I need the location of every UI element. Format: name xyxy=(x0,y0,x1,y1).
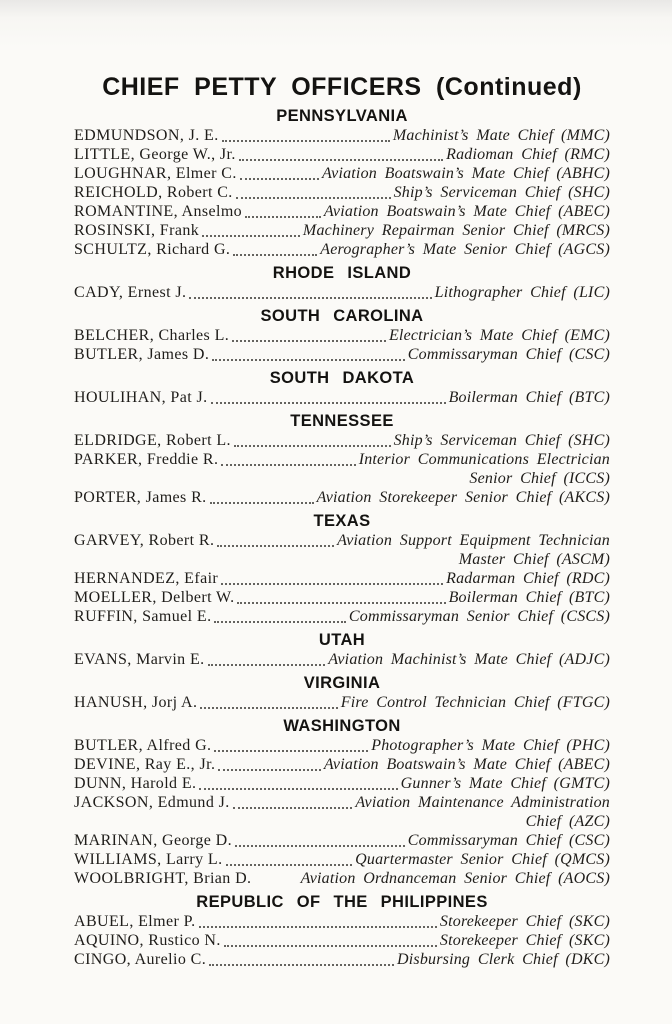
officer-rate: Storekeeper Chief (SKC) xyxy=(439,913,610,930)
entry-row xyxy=(74,202,610,221)
officer-name: LOUGHNAR, Elmer C. xyxy=(74,165,237,182)
officer-rate: Radarman Chief (RDC) xyxy=(446,570,610,587)
entry-row xyxy=(74,650,610,669)
officer-rate: Storekeeper Chief (SKC) xyxy=(439,932,610,949)
entry-row xyxy=(74,431,610,450)
entry-row xyxy=(74,164,610,183)
dot-leader xyxy=(199,926,437,928)
dot-leader xyxy=(210,502,314,504)
entry-row xyxy=(74,326,610,345)
officer-name: ROMANTINE, Anselmo xyxy=(74,203,243,220)
officer-rate: Gunner’s Mate Chief (GMTC) xyxy=(400,775,610,792)
officer-name: AQUINO, Rustico N. xyxy=(74,932,221,949)
entry-row-continuation xyxy=(74,469,610,488)
officer-rate: Aviation Boatswain’s Mate Chief (ABHC) xyxy=(322,165,610,182)
officer-rate: Fire Control Technician Chief (FTGC) xyxy=(340,694,610,711)
entry-row xyxy=(74,283,610,302)
state-header: TENNESSEE xyxy=(290,412,394,430)
officer-rate: Radioman Chief (RMC) xyxy=(446,146,610,163)
officer-rate: Aviation Ordnanceman Senior Chief (AOCS) xyxy=(300,870,610,887)
dot-leader xyxy=(208,664,326,666)
officer-name: PORTER, James R. xyxy=(74,489,207,506)
state-header: TEXAS xyxy=(313,512,371,530)
officer-rate-continued: Senior Chief (ICCS) xyxy=(469,470,610,487)
dot-leader xyxy=(240,178,319,180)
dot-leader xyxy=(200,707,337,709)
dot-leader xyxy=(214,621,345,623)
officer-name: CINGO, Aurelio C. xyxy=(74,951,207,968)
officer-name: WILLIAMS, Larry L. xyxy=(74,851,223,868)
officer-rate: Aerographer’s Mate Senior Chief (AGCS) xyxy=(320,241,610,258)
officer-rate: Photographer’s Mate Chief (PHC) xyxy=(371,737,610,754)
officer-rate: Aviation Storekeeper Senior Chief (AKCS) xyxy=(316,489,610,506)
officer-name: DEVINE, Ray E., Jr. xyxy=(74,756,216,773)
dot-leader xyxy=(199,788,397,790)
officer-name: SCHULTZ, Richard G. xyxy=(74,241,231,258)
dot-leader xyxy=(189,297,431,299)
state-header: WASHINGTON xyxy=(283,717,401,735)
officer-rate: Commissaryman Senior Chief (CSCS) xyxy=(348,608,610,625)
officer-rate: Ship’s Serviceman Chief (SHC) xyxy=(393,432,610,449)
dot-leader xyxy=(209,964,394,966)
officer-rate: Interior Communications Electrician xyxy=(358,451,610,468)
dot-leader xyxy=(221,583,443,585)
officer-name: ABUEL, Elmer P. xyxy=(74,913,196,930)
officer-rate: Commissaryman Chief (CSC) xyxy=(407,346,610,363)
page-title: CHIEF PETTY OFFICERS (Continued) xyxy=(102,73,582,101)
officer-name: RUFFIN, Samuel E. xyxy=(74,608,212,625)
state-header: VIRGINIA xyxy=(303,674,381,692)
officer-name: CADY, Ernest J. xyxy=(74,284,187,301)
officer-rate: Machinery Repairman Senior Chief (MRCS) xyxy=(302,222,610,239)
entry-row xyxy=(74,736,610,755)
entry-row xyxy=(74,755,610,774)
entry-row xyxy=(74,774,610,793)
dot-leader xyxy=(211,402,446,404)
officer-name: BUTLER, James D. xyxy=(74,346,210,363)
entry-row xyxy=(74,345,610,364)
state-header: REPUBLIC OF THE PHILIPPINES xyxy=(196,893,488,911)
entry-row xyxy=(74,221,610,240)
entry-row xyxy=(74,607,610,626)
officer-rate: Disbursing Clerk Chief (DKC) xyxy=(397,951,610,968)
officer-name: ELDRIDGE, Robert L. xyxy=(74,432,231,449)
officer-rate: Machinist’s Mate Chief (MMC) xyxy=(392,127,610,144)
officer-name: GARVEY, Robert R. xyxy=(74,532,215,549)
dot-leader xyxy=(218,769,320,771)
officer-name: HOULIHAN, Pat J. xyxy=(74,389,208,406)
dot-leader xyxy=(222,140,390,142)
officer-rate: Aviation Boatswain’s Mate Chief (ABEC) xyxy=(323,203,610,220)
entry-row xyxy=(74,569,610,588)
entry-row xyxy=(74,145,610,164)
officer-name: HERNANDEZ, Efair xyxy=(74,570,219,587)
officer-name: EDMUNDSON, J. E. xyxy=(74,127,219,144)
officer-name: JACKSON, Edmund J. xyxy=(74,794,230,811)
state-header: SOUTH CAROLINA xyxy=(260,307,424,325)
officer-name: ROSINSKI, Frank xyxy=(74,222,200,239)
dot-leader xyxy=(233,254,317,256)
dot-leader xyxy=(236,197,391,199)
dot-leader xyxy=(226,864,353,866)
dot-leader xyxy=(202,235,300,237)
entry-row xyxy=(74,850,610,869)
officer-rate: Commissaryman Chief (CSC) xyxy=(407,832,610,849)
dot-leader xyxy=(217,545,334,547)
entry-row xyxy=(74,931,610,950)
officer-rate: Boilerman Chief (BTC) xyxy=(448,389,610,406)
entry-row xyxy=(74,240,610,259)
officer-rate-continued: Chief (AZC) xyxy=(525,813,610,830)
officer-rate-continued: Master Chief (ASCM) xyxy=(458,551,610,568)
entry-row xyxy=(74,693,610,712)
entry-row xyxy=(74,183,610,202)
dot-leader xyxy=(234,445,391,447)
officer-name: MARINAN, George D. xyxy=(74,832,232,849)
officer-name: LITTLE, George W., Jr. xyxy=(74,146,236,163)
entry-row xyxy=(74,450,610,469)
entry-row xyxy=(74,388,610,407)
officer-rate: Ship’s Serviceman Chief (SHC) xyxy=(393,184,610,201)
entry-row xyxy=(74,488,610,507)
dot-leader xyxy=(239,159,443,161)
dot-leader xyxy=(237,602,445,604)
officer-rate: Aviation Maintenance Administration xyxy=(355,794,610,811)
officer-rate: Electrician’s Mate Chief (EMC) xyxy=(388,327,610,344)
officer-name: WOOLBRIGHT, Brian D. xyxy=(74,870,252,887)
entry-row-continuation xyxy=(74,812,610,831)
dot-leader xyxy=(232,340,386,342)
dot-leader xyxy=(212,359,404,361)
dot-leader xyxy=(233,807,353,809)
dot-leader xyxy=(221,464,355,466)
entry-row xyxy=(74,869,610,888)
officer-name: MOELLER, Delbert W. xyxy=(74,589,235,606)
officer-name: HANUSH, Jorj A. xyxy=(74,694,198,711)
officer-rate: Aviation Machinist’s Mate Chief (ADJC) xyxy=(328,651,610,668)
entry-row xyxy=(74,793,610,812)
officer-rate: Lithographer Chief (LIC) xyxy=(434,284,610,301)
officer-rate: Boilerman Chief (BTC) xyxy=(448,589,610,606)
officer-rate: Quartermaster Senior Chief (QMCS) xyxy=(355,851,610,868)
officer-rate: Aviation Support Equipment Technician xyxy=(337,532,610,549)
officer-name: PARKER, Freddie R. xyxy=(74,451,219,468)
entry-row-continuation xyxy=(74,550,610,569)
entry-row xyxy=(74,950,610,969)
entry-row xyxy=(74,831,610,850)
officer-name: BELCHER, Charles L. xyxy=(74,327,230,344)
roster xyxy=(74,106,610,969)
officer-name: EVANS, Marvin E. xyxy=(74,651,205,668)
entry-row xyxy=(74,531,610,550)
dot-leader xyxy=(245,216,321,218)
entry-row xyxy=(74,588,610,607)
dot-leader xyxy=(224,945,437,947)
state-header: UTAH xyxy=(318,631,366,649)
state-header: SOUTH DAKOTA xyxy=(269,369,415,387)
entry-row xyxy=(74,126,610,145)
dot-leader xyxy=(214,750,368,752)
officer-name: REICHOLD, Robert C. xyxy=(74,184,233,201)
dot-leader xyxy=(235,845,405,847)
entry-row xyxy=(74,912,610,931)
state-header: PENNSYLVANIA xyxy=(276,107,408,125)
officer-name: DUNN, Harold E. xyxy=(74,775,197,792)
officer-name: BUTLER, Alfred G. xyxy=(74,737,212,754)
officer-rate: Aviation Boatswain’s Mate Chief (ABEC) xyxy=(323,756,610,773)
state-header: RHODE ISLAND xyxy=(272,264,412,282)
